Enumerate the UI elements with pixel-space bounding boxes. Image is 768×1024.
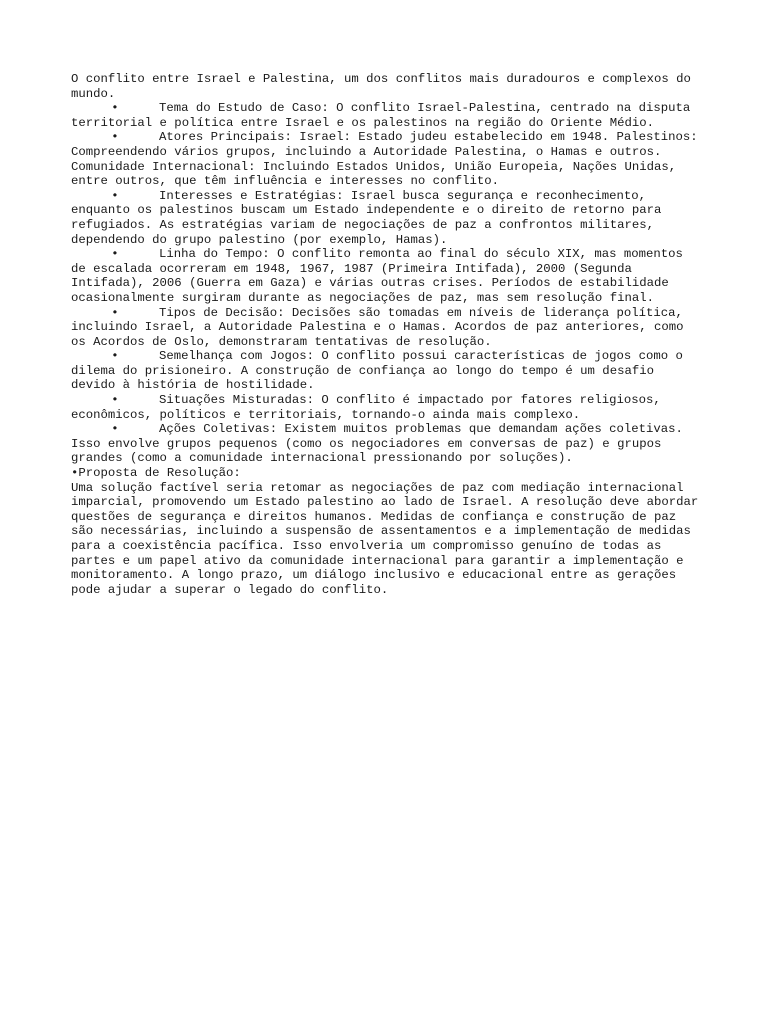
bullet-icon: • xyxy=(111,349,119,364)
intro-paragraph: O conflito entre Israel e Palestina, um dos conflitos mais duradouros e complexos do mundo. xyxy=(71,72,691,101)
bullet-item-mixed xyxy=(71,393,701,422)
bullet-icon: • xyxy=(111,247,119,262)
bullet-icon: • xyxy=(111,305,119,320)
bullet-icon: • xyxy=(111,130,119,145)
bullet-text: Ações Coletivas: Existem muitos problemas que demandam ações coletivas. Isso envolve grupos pequenos (como os negociadores em conversas de paz) e grupos grandes (como a comunidade internacional pressionando por soluções). xyxy=(71,422,683,466)
bullet-icon: • xyxy=(111,101,119,116)
bullet-item-collective xyxy=(71,422,701,466)
bullet-text: Atores Principais: Israel: Estado judeu estabelecido em 1948. Palestinos: Compreendendo vários grupos, incluindo a Autoridade Palestina, o Hamas e outros. Comunidade Internacional: Incluindo Estados Unidos, União Europeia, Nações Unidas, entre outros, que têm influência e interesses no conflito. xyxy=(71,130,698,189)
bullet-text: Interesses e Estratégias: Israel busca segurança e reconhecimento, enquanto os palestinos buscam um Estado independente e o direito de retorno para refugiados. As estratégias variam de negociações de paz a confrontos militares, dependendo do grupo palestino (por exemplo, Hamas). xyxy=(71,188,662,247)
bullet-text: Semelhança com Jogos: O conflito possui características de jogos como o dilema do prisioneiro. A construção de confiança ao longo do tempo é um desafio devido à história de hostilidade. xyxy=(71,349,683,393)
bullet-item-topic xyxy=(71,101,701,130)
bullet-text: Situações Misturadas: O conflito é impactado por fatores religiosos, econômicos, políticos e territoriais, tornando-o ainda mais complexo. xyxy=(71,393,661,422)
bullet-item-decisions xyxy=(71,306,701,350)
bullet-item-games xyxy=(71,349,701,393)
bullet-item-actors xyxy=(71,130,701,188)
bullet-icon: • xyxy=(111,188,119,203)
proposal-heading: •Proposta de Resolução: xyxy=(71,466,241,481)
bullet-item-interests xyxy=(71,189,701,247)
bullet-text: Linha do Tempo: O conflito remonta ao final do século XIX, mas momentos de escalada ocorreram em 1948, 1967, 1987 (Primeira Intifada), 2000 (Segunda Intifada), 2006 (Guerra em Gaza) e várias outras crises. Períodos de estabilidade ocasionalmente surgiram durante as negociações de paz, mas sem resolução final. xyxy=(71,247,683,305)
bullet-item-timeline xyxy=(71,247,701,305)
bullet-icon: • xyxy=(111,422,119,437)
bullet-text: Tema do Estudo de Caso: O conflito Israel-Palestina, centrado na disputa territorial e política entre Israel e os palestinos na região do Oriente Médio. xyxy=(71,101,691,130)
document-page xyxy=(71,72,701,597)
proposal-paragraph: Uma solução factível seria retomar as negociações de paz com mediação internacional imparcial, promovendo um Estado palestino ao lado de Israel. A resolução deve abordar questões de segurança e direitos humanos. Medidas de confiança e construção de paz são necessárias, incluindo a suspensão de assentamentos e a implementação de medidas para a coexistência pacífica. Isso envolveria um compromisso genuíno de todas as partes e um papel ativo da comunidade internacional para garantir a implementação e monitoramento. A longo prazo, um diálogo inclusivo e educacional entre as gerações pode ajudar a superar o legado do conflito. xyxy=(71,480,699,597)
bullet-icon: • xyxy=(111,393,119,408)
bullet-text: Tipos de Decisão: Decisões são tomadas em níveis de liderança política, incluindo Israel, a Autoridade Palestina e o Hamas. Acordos de paz anteriores, como os Acordos de Oslo, demonstraram tentativas de resolução. xyxy=(71,305,684,349)
